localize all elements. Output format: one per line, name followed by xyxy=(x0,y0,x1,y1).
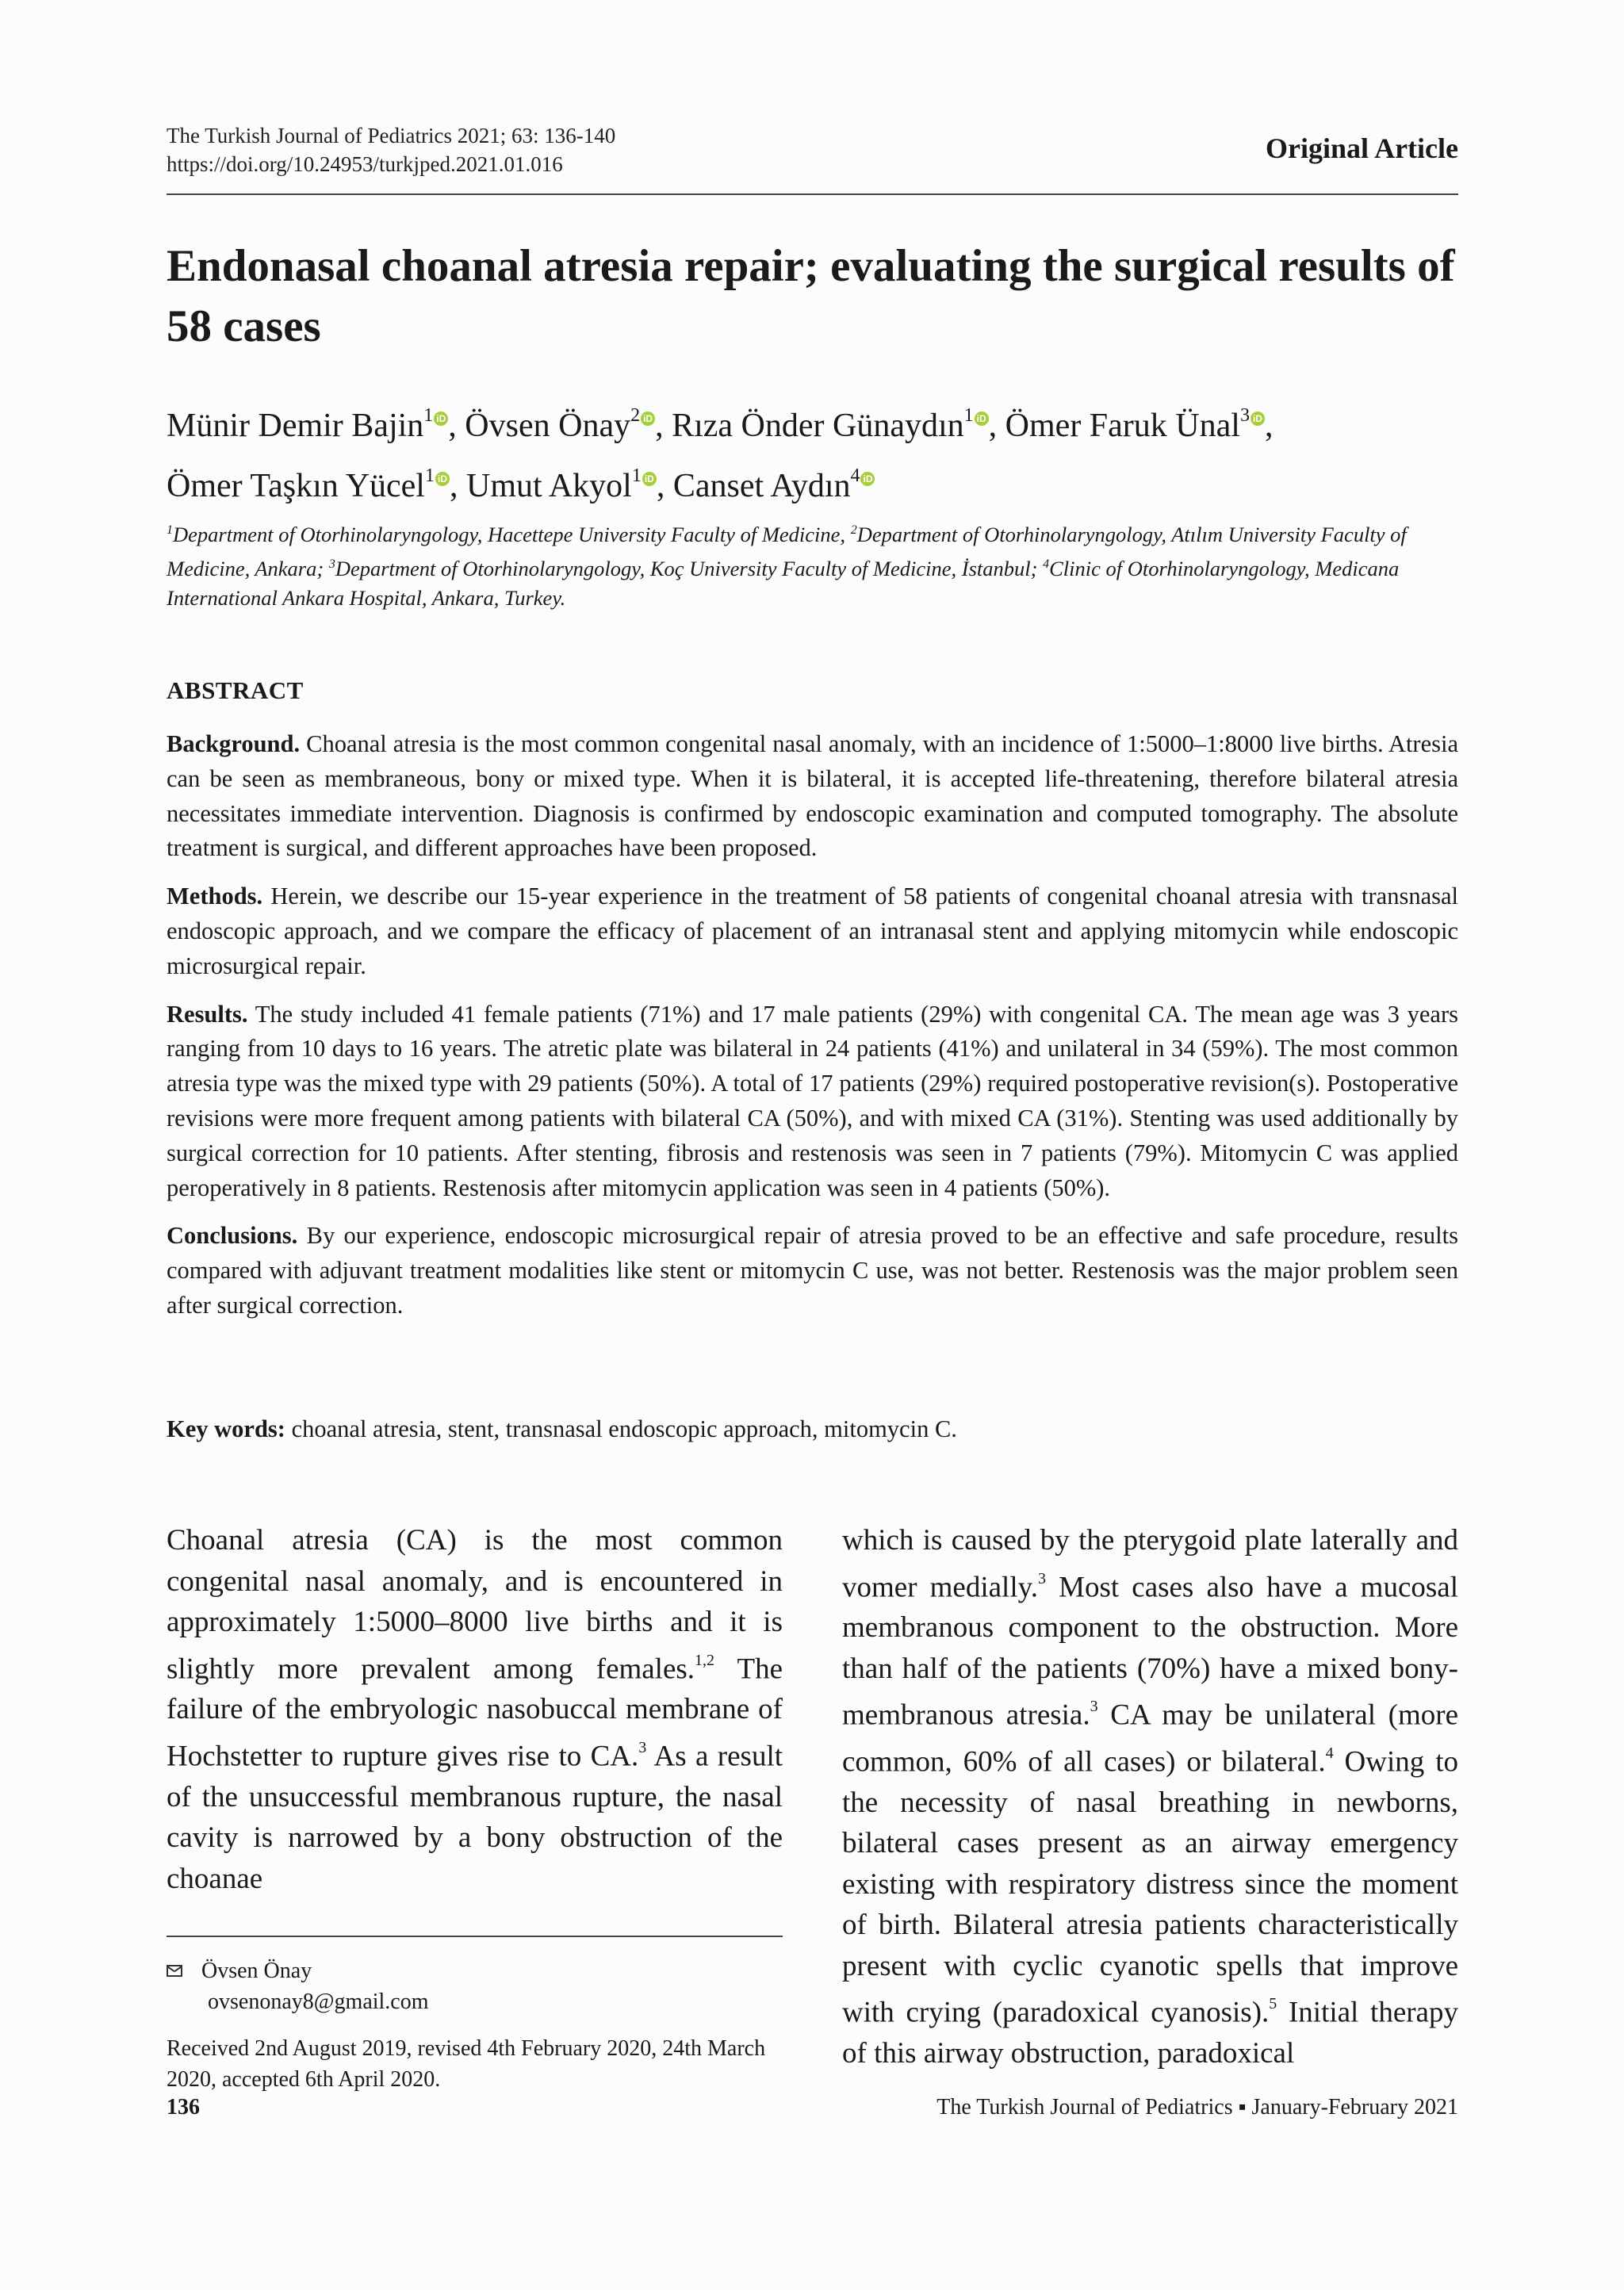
body-text: which is caused by the pterygoid plate laterally and vomer medially. xyxy=(842,1524,1458,1603)
affiliation-marker: 1 xyxy=(963,405,974,426)
author-7 xyxy=(672,465,875,504)
author-1: Münir Demir Bajin$^1$ iD, xyxy=(167,405,465,444)
body-column-left xyxy=(167,1520,783,1899)
affiliation-marker: 1 xyxy=(424,465,435,486)
page-number: 136 xyxy=(167,2095,200,2120)
affiliation-marker: 2 xyxy=(630,405,641,426)
author-2: Övsen Önay$^2$ iD, xyxy=(465,405,672,444)
orcid-icon[interactable]: iD xyxy=(1251,412,1265,426)
body-text: The failure of the embryologic nasobuccal membrane of Hochstetter to rupture gives rise to CA. xyxy=(167,1652,783,1773)
abstract-heading: ABSTRACT xyxy=(167,676,304,704)
corresponding-author: Övsen Önay xyxy=(201,1959,312,1983)
author-name: Münir Demir Bajin xyxy=(167,408,424,444)
abstract-background xyxy=(167,727,1458,866)
affiliation-marker: 1 xyxy=(423,405,434,426)
affiliation-marker: 1 xyxy=(631,465,642,486)
affiliation-text: Clinic of Otorhinolaryngology, Medicana International Ankara Hospital, Ankara, Turkey. xyxy=(167,556,1400,610)
section-label: Background. xyxy=(167,730,301,757)
keywords xyxy=(167,1415,1458,1443)
affiliations xyxy=(167,515,1458,613)
header-divider xyxy=(167,193,1458,195)
body-text: Choanal atresia (CA) is the most common congenital nasal anomaly, and is encountered in approximately 1:5000–8000 live births and it is slightly more prevalent among females. xyxy=(167,1524,783,1685)
citation-ref[interactable]: 3 xyxy=(1090,1698,1098,1716)
section-text: Herein, we describe our 15-year experience in the treatment of 58 patients of congenital choanal atresia with transnasal endoscopic approach, and we compare the efficacy of placement of an intranasal stent and applying mitomycin while endoscopic microsurgical repair. xyxy=(167,883,1458,979)
body-text: Initial therapy of this airway obstruction, paradoxical xyxy=(842,1996,1458,2070)
affiliation-text: Department of Otorhinolaryngology, Atılım University Faculty of Medicine, Ankara; xyxy=(167,522,1407,580)
abstract-body xyxy=(167,727,1458,1337)
section-text: The study included 41 female patients (71%) and 17 male patients (29%) with congenital CA. The mean age was 3 years ranging from 10 days to 16 years. The atretic plate was bilateral in 24 patients (41%) and unilateral in 34 (59%). The most common atresia type was the mixed type with 29 patients (50%). A total of 17 patients (29%) required postoperative revision(s). Postoperative revisions were more frequent among patients with bilateral CA (50%), and with mixed CA (31%). Stenting was used additionally by surgical correction for 10 patients. After stenting, fibrosis and restenosis was seen in 7 patients (79%). Mitomycin C was applied peroperatively in 8 patients. Restenosis after mitomycin application was seen in 4 patients (50%). xyxy=(167,1000,1458,1201)
journal-header xyxy=(167,121,615,179)
body-text: Owing to the necessity of nasal breathing in newborns, bilateral cases present as an airway emergency existing with respiratory distress since the moment of birth. Bilateral atresia patients characteristically present with cyclic cyanotic spells that improve with crying (paradoxical cyanosis). xyxy=(842,1745,1458,2029)
citation-ref[interactable]: 3 xyxy=(1037,1569,1046,1587)
affiliation-number: 3 xyxy=(328,557,335,571)
body-text: CA may be unilateral (more common, 60% of all cases) or bilateral. xyxy=(842,1698,1458,1779)
abstract-results xyxy=(167,998,1458,1206)
body-text: As a result of the unsuccessful membranous rupture, the nasal cavity is narrowed by a bony obstruction of the choanae xyxy=(167,1740,783,1895)
affiliation-marker: 4 xyxy=(850,465,860,486)
keywords-text: choanal atresia, stent, transnasal endoscopic approach, mitomycin C. xyxy=(285,1415,957,1442)
author-name: Umut Akyol xyxy=(465,468,632,504)
author-list xyxy=(167,393,1475,513)
envelope-icon xyxy=(167,1965,182,1977)
author-6: Umut Akyol$^1$ iD, xyxy=(465,465,673,504)
section-label: Methods. xyxy=(167,883,263,910)
orcid-icon[interactable]: iD xyxy=(435,472,450,486)
author-4: Ömer Faruk Ünal$^3$ iD, xyxy=(1005,405,1274,444)
citation-ref[interactable]: 1,2 xyxy=(695,1651,715,1669)
affiliation-number: 1 xyxy=(167,523,173,537)
footnote-divider xyxy=(167,1936,783,1937)
body-column-right xyxy=(842,1520,1458,2074)
affiliation-marker: 3 xyxy=(1239,405,1250,426)
citation-ref[interactable]: 3 xyxy=(638,1738,647,1756)
orcid-icon[interactable]: iD xyxy=(860,472,875,486)
section-label: Conclusions. xyxy=(167,1222,298,1250)
section-text: By our experience, endoscopic microsurgical repair of atresia proved to be an effective and safe procedure, results compared with adjuvant treatment modalities like stent or mitomycin C use, was not better. Restenosis was the major problem seen after surgical correction. xyxy=(167,1222,1458,1319)
journal-citation: The Turkish Journal of Pediatrics 2021; 63: 136-140 xyxy=(167,124,616,147)
article-title: Endonasal choanal atresia repair; evaluating the surgical results of 58 cases xyxy=(167,241,1455,351)
author-name: Rıza Önder Günaydın xyxy=(672,408,964,444)
author-name: Canset Aydın xyxy=(672,468,851,504)
section-text: Choanal atresia is the most common congenital nasal anomaly, with an incidence of 1:5000–1:8000 live births. Atresia can be seen as membraneous, bony or mixed type. When it is bilateral, it is accepted life-threatening, therefore bilateral atresia necessitates immediate intervention. Diagnosis is confirmed by endoscopic examination and computed tomography. The absolute treatment is surgical, and different approaches have been proposed. xyxy=(167,730,1458,862)
received-dates: Received 2nd August 2019, revised 4th February 2020, 24th March 2020, accepted 6th April 2020. xyxy=(167,2036,766,2092)
citation-ref[interactable]: 5 xyxy=(1269,1995,1277,2013)
affiliation-number: 2 xyxy=(850,523,857,537)
keywords-label: Key words: xyxy=(167,1415,285,1442)
section-label: Results. xyxy=(167,1000,248,1028)
corresponding-email[interactable]: ovsenonay8@gmail.com xyxy=(208,1989,429,2014)
author-5: Ömer Taşkın Yücel$^1$ iD, xyxy=(167,465,466,504)
doi-link[interactable]: https://doi.org/10.24953/turkjped.2021.01.016 xyxy=(167,152,563,177)
orcid-icon[interactable]: iD xyxy=(641,412,655,426)
article-type-label: Original Article xyxy=(1266,132,1458,164)
orcid-icon[interactable]: iD xyxy=(642,472,657,486)
orcid-icon[interactable]: iD xyxy=(975,412,989,426)
citation-ref[interactable]: 4 xyxy=(1325,1744,1334,1763)
author-3: Rıza Önder Günaydın$^1$ iD, xyxy=(672,405,1005,444)
correspondence xyxy=(167,1955,429,2017)
abstract-methods xyxy=(167,879,1458,983)
footer-journal: The Turkish Journal of Pediatrics ▪ January-February 2021 xyxy=(936,2095,1458,2120)
affiliation-text: Department of Otorhinolaryngology, Koç University Faculty of Medicine, İstanbul; xyxy=(335,556,1044,580)
orcid-icon[interactable]: iD xyxy=(434,412,448,426)
author-name: Ömer Taşkın Yücel xyxy=(167,468,425,504)
affiliation-text: Department of Otorhinolaryngology, Hacettepe University Faculty of Medicine, xyxy=(173,522,851,546)
affiliation-number: 4 xyxy=(1043,557,1050,571)
body-text: Most cases also have a mucosal membranous component to the obstruction. More than half of the patients (70%) have a mixed bony-membranous atresia. xyxy=(842,1570,1458,1732)
author-name: Övsen Önay xyxy=(465,408,631,444)
abstract-conclusions xyxy=(167,1219,1458,1323)
author-name: Ömer Faruk Ünal xyxy=(1005,408,1240,444)
